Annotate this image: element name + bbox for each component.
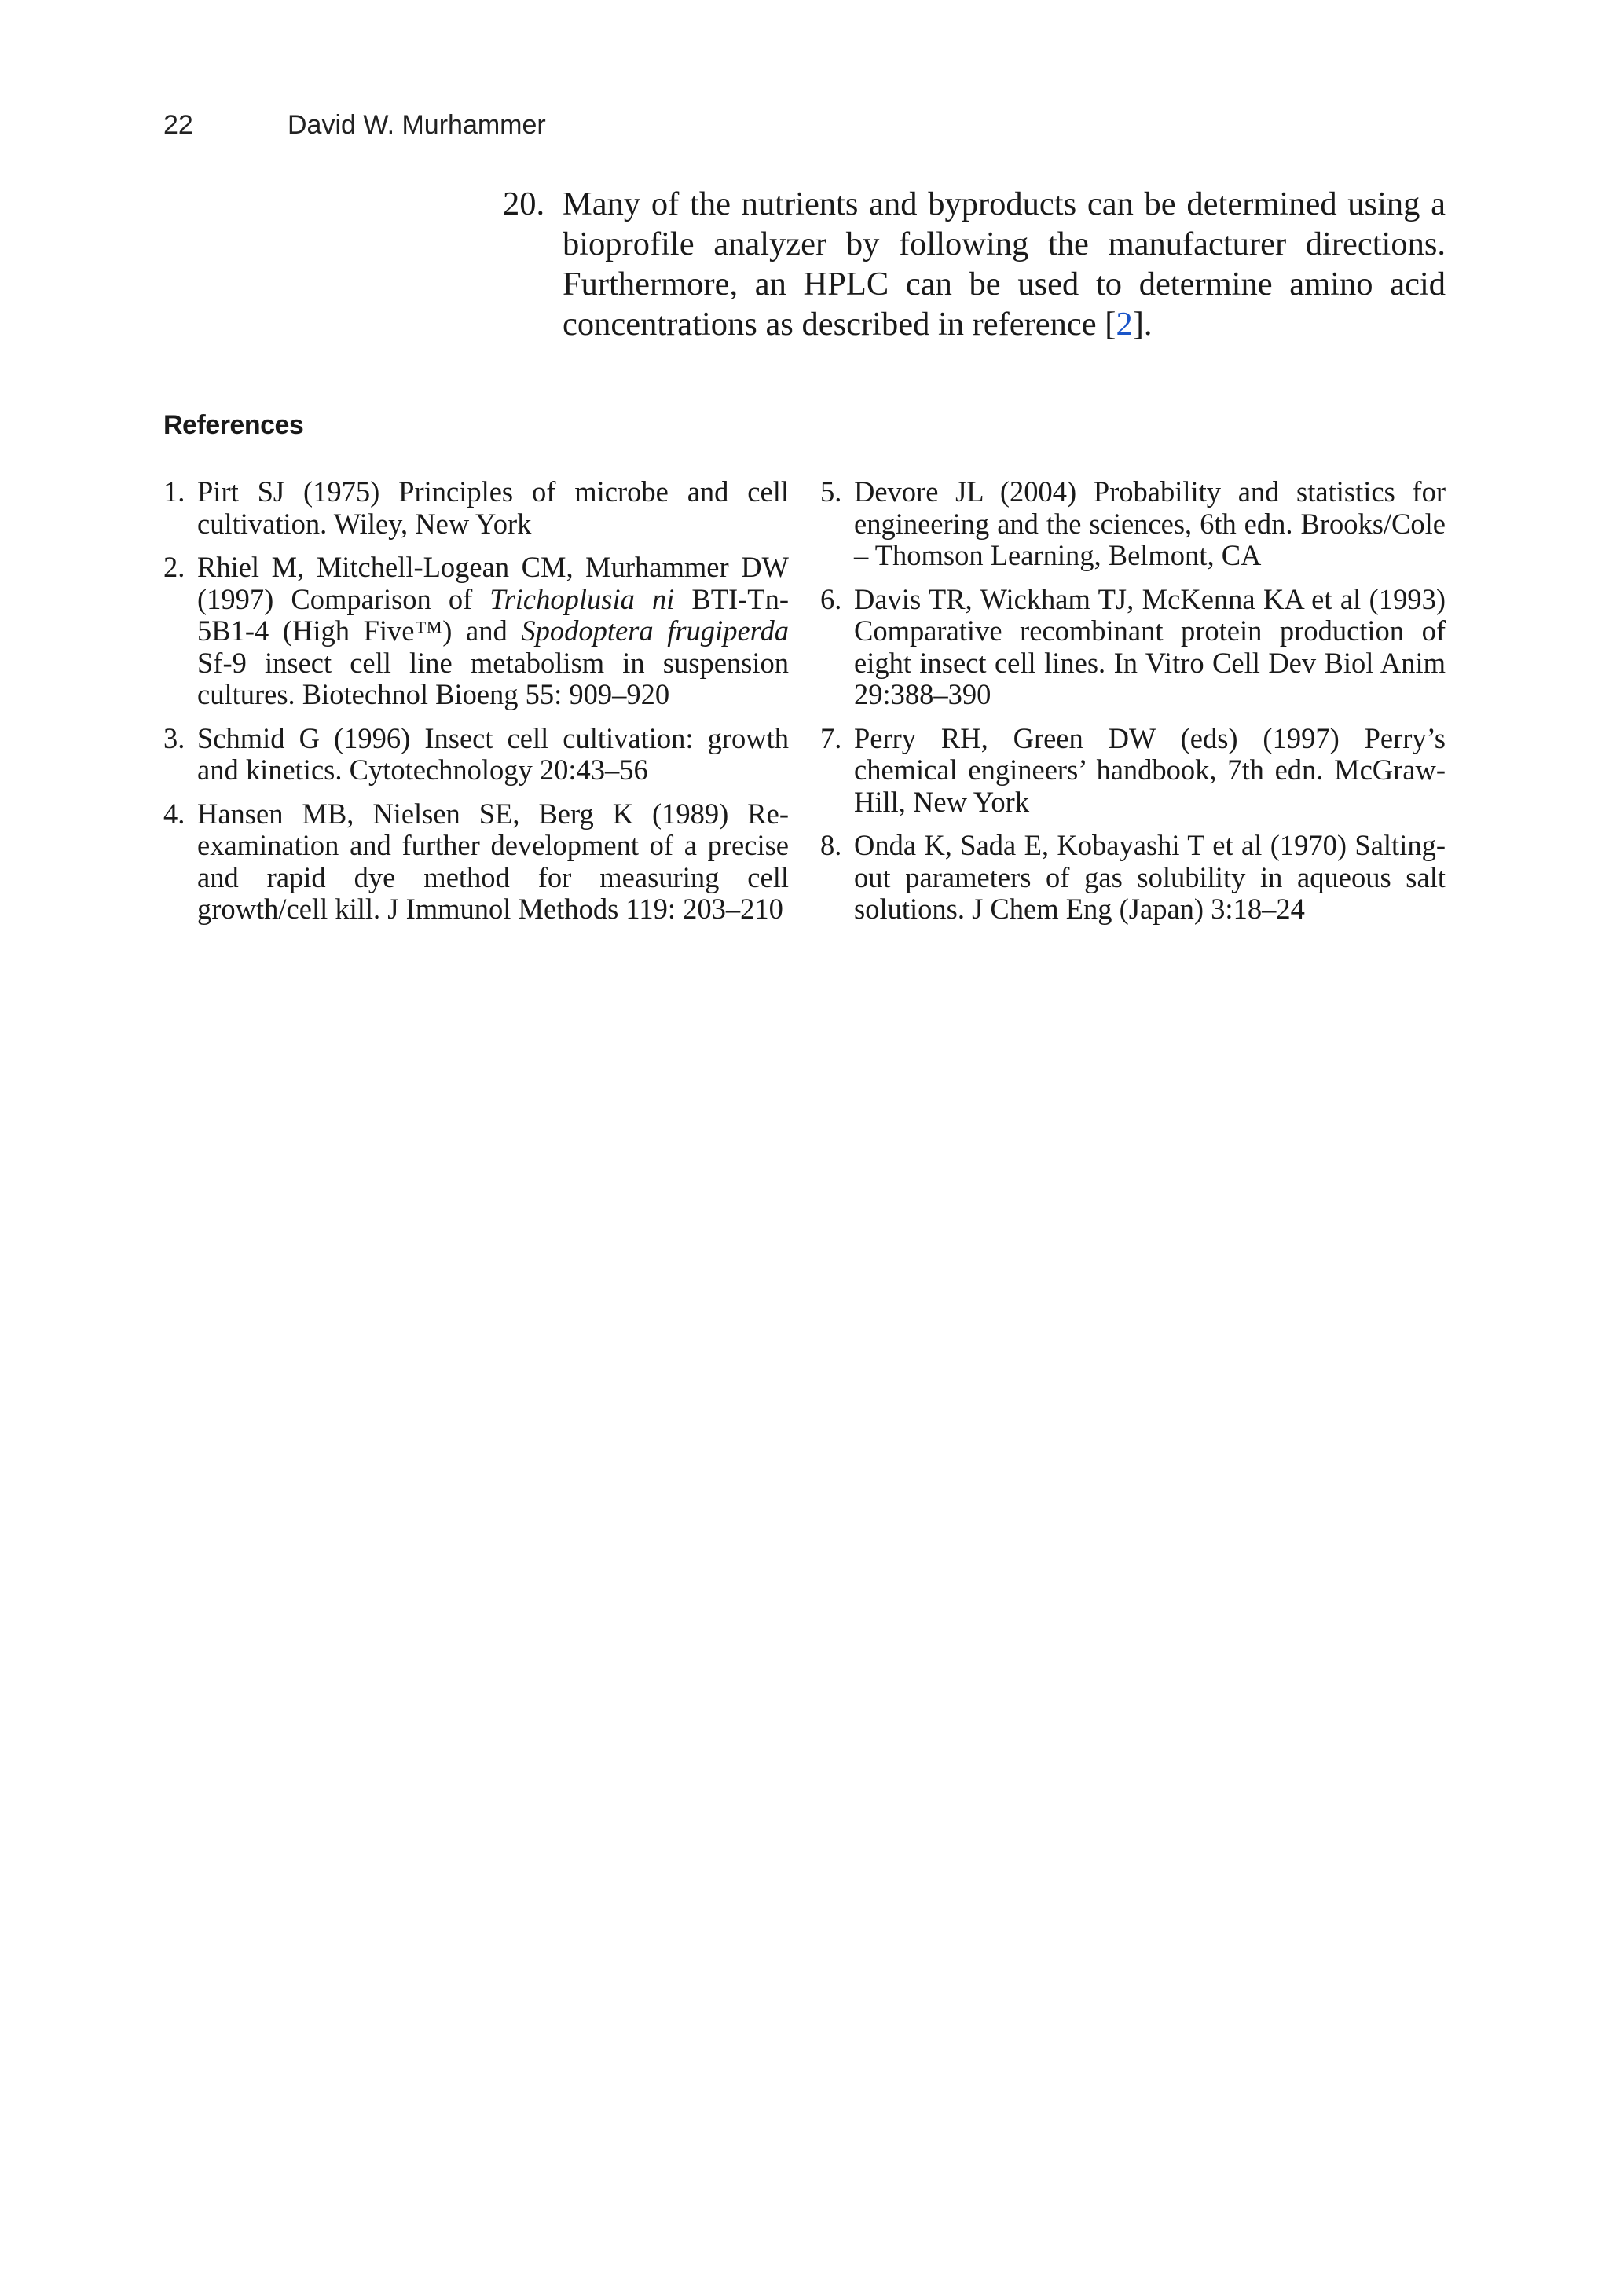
page-number: 22: [163, 110, 193, 140]
reference-text: Devore JL (2004) Probability and statistics for engineering and the sciences, 6th edn. Brooks/Cole – Thomson Learning, Belmont, CA: [854, 475, 1446, 571]
reference-item: [163, 798, 789, 926]
reference-text: Onda K, Sada E, Kobayashi T et al (1970) Salting-out parameters of gas solubility in aqueous salt solutions. J Chem Eng (Japan) 3:18–24: [854, 829, 1446, 925]
running-head-author: David W. Murhammer: [288, 110, 546, 140]
reference-number: 3.: [163, 721, 185, 754]
reference-number: 4.: [163, 797, 185, 830]
note-number: 20.: [503, 185, 545, 222]
references-heading: References: [163, 410, 304, 440]
note-20: [503, 184, 1446, 344]
reference-text: Pirt SJ (1975) Principles of microbe and cell cultivation. Wiley, New York: [197, 475, 789, 540]
reference-text: Schmid G (1996) Insect cell cultivation: growth and kinetics. Cytotechnology 20:43–56: [197, 721, 789, 786]
reference-item: [820, 476, 1446, 572]
species-name: Spodoptera frugiperda: [521, 614, 789, 647]
reference-number: 2.: [163, 551, 185, 583]
reference-text: Hansen MB, Nielsen SE, Berg K (1989) Re-examination and further development of a precise and rapid dye method for measuring cell growth/cell kill. J Immunol Methods 119: 203–210: [197, 797, 789, 925]
references-column-left: [163, 476, 789, 937]
note-text-end: ].: [1132, 306, 1153, 343]
reference-item: [820, 830, 1446, 926]
reference-item: [163, 476, 789, 540]
reference-number: 8.: [820, 829, 842, 861]
reference-item: [820, 584, 1446, 711]
species-name: Trichoplusia ni: [489, 582, 675, 615]
reference-text: Davis TR, Wickham TJ, McKenna KA et al (1993) Comparative recombinant protein production of eight insect cell lines. In Vitro Cell Dev Biol Anim 29:388–390: [854, 582, 1446, 710]
reference-item: [820, 723, 1446, 819]
references-column-right: [820, 476, 1446, 937]
reference-number: 5.: [820, 475, 842, 508]
note-text-part: Many of the nutrients and byproducts can be determined using a bioprofile analyzer by following the manufacturer directions. Furthermore, an HPLC can be used to determine amino acid concentrations as described in reference [: [563, 185, 1446, 343]
running-head: [163, 110, 546, 141]
reference-number: 1.: [163, 475, 185, 508]
reference-link-2[interactable]: 2: [1116, 306, 1133, 343]
reference-item: [163, 552, 789, 711]
reference-number: 7.: [820, 721, 842, 754]
reference-text: Rhiel M, Mitchell-Logean CM, Murhammer DW (1997) Comparison of Trichoplusia ni BTI-Tn-5B1-4 (High Five™) and Spodoptera frugiperda Sf-9 insect cell line metabolism in suspension cultures. Biotechnol Bioeng 55: 909–920: [197, 551, 790, 710]
reference-item: [163, 723, 789, 787]
reference-number: 6.: [820, 582, 842, 615]
reference-text: Perry RH, Green DW (eds) (1997) Perry’s chemical engineers’ handbook, 7th edn. McGraw-Hill, New York: [854, 721, 1446, 818]
note-text: [563, 184, 1446, 344]
